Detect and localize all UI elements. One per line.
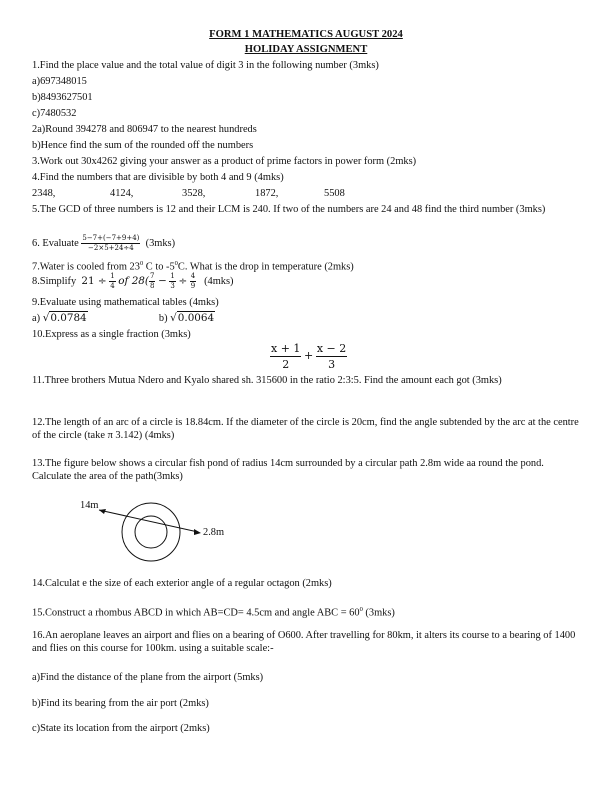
question-1: 1.Find the place value and the total value of digit 3 in the following number (3mks)	[32, 60, 379, 71]
question-16a: a)Find the distance of the plane from the airport (5mks)	[32, 672, 264, 683]
question-13: 13.The figure below shows a circular fish pond of radius 14cm surrounded by a circular path 2.8m wide aa round the pond. Calculate the area of the path(3mks)	[32, 458, 544, 482]
pond-circle	[135, 516, 167, 548]
radius-label: 14m	[80, 500, 99, 511]
q8-f2-den: 8	[149, 282, 155, 290]
q10-op: +	[304, 348, 314, 362]
q9b-label: b)	[158, 313, 168, 324]
number-item: 4124,	[110, 188, 134, 199]
q9b-value: 0.0064	[177, 312, 215, 324]
number-item: 2348,	[32, 188, 56, 199]
q6-denominator: −2×5+24÷4	[88, 244, 134, 252]
fish-pond-figure	[0, 490, 612, 570]
q9a-value: 0.0784	[50, 312, 87, 324]
question-4-numbers	[32, 187, 345, 200]
q7-text-1: 7.Water is cooled from 23	[32, 261, 140, 273]
q8-fraction-2	[149, 273, 155, 290]
question-1c: c)7480532	[32, 108, 77, 119]
question-16b: b)Find its bearing from the air port (2mks)	[32, 698, 209, 709]
q8-op-2: ÷	[178, 274, 188, 287]
q6-marks: (3mks)	[145, 237, 176, 249]
q8-marks: (4mks)	[204, 275, 234, 287]
question-12: 12.The length of an arc of a circle is 18.84cm. If the diameter of the circle is 20cm, find the angle subtended by the arc at the centre of the circle (take π 3.142) (4mks)	[32, 417, 579, 441]
q10-expression	[270, 343, 347, 370]
question-14: 14.Calculat e the size of each exterior angle of a regular octagon (2mks)	[32, 578, 332, 589]
question-11: 11.Three brothers Mutua Ndero and Kyalo shared sh. 315600 in the ratio 2:3:5. Find the amount each got (3mks)	[32, 375, 502, 386]
q10-f2-den: 3	[328, 358, 336, 371]
q6-prefix: 6. Evaluate	[32, 237, 79, 249]
q6-fraction	[81, 235, 140, 252]
q15-degree: 0	[359, 606, 363, 613]
q10-fraction-2	[316, 343, 347, 370]
q8-expr-a: 21 ÷	[81, 274, 107, 287]
q8-expr-b: of 28(	[118, 274, 149, 287]
q8-f2-num: 7	[149, 272, 155, 280]
q10-f1-num: x + 1	[271, 342, 301, 355]
question-9-parts	[32, 312, 215, 325]
arrowhead-right	[194, 529, 201, 535]
question-16c: c)State its location from the airport (2mks)	[32, 723, 210, 734]
q8-f3-den: 3	[170, 282, 175, 290]
question-5: 5.The GCD of three numbers is 12 and their LCM is 240. If two of the numbers are 24 and 48 find the third number (3mks)	[32, 204, 546, 215]
question-4: 4.Find the numbers that are divisible by both 4 and 9 (4mks)	[32, 172, 284, 183]
q10-f1-den: 2	[282, 358, 290, 371]
q8-f4-num: 4	[190, 272, 196, 280]
question-2a: 2a)Round 394278 and 806947 to the nearest hundreds	[32, 124, 257, 135]
question-6	[32, 235, 175, 252]
q10-fraction-1	[270, 343, 301, 370]
question-15	[32, 603, 395, 619]
q7-degree-1: 0	[139, 260, 144, 267]
q8-fraction-1	[109, 273, 115, 290]
radius-line	[99, 510, 198, 532]
q15-text-2: (3mks)	[362, 607, 395, 619]
number-item: 5508	[324, 188, 345, 199]
question-10: 10.Express as a single fraction (3mks)	[32, 329, 191, 340]
question-1a: a)697348015	[32, 76, 87, 87]
question-16: 16.An aeroplane leaves an airport and flies on a bearing of O600. After travelling for 80km, it alters its course to a bearing of 1400 and flies on this course for 100km. using a suitable scale:-	[32, 630, 576, 654]
q6-numerator: 5−7+(−7+9+4)	[82, 234, 140, 242]
q9a-label: a)	[32, 313, 41, 324]
path-width-label: 2.8m	[203, 527, 225, 538]
question-3: 3.Work out 30x4262 giving your answer as a product of prime factors in power form (2mks)	[32, 156, 417, 167]
question-1b: b)8493627501	[32, 92, 93, 103]
q9a-root: √0.0784	[42, 312, 87, 324]
q8-f1-den: 4	[110, 282, 115, 290]
question-8	[32, 273, 234, 290]
question-2b: b)Hence find the sum of the rounded off the numbers	[32, 140, 254, 151]
q8-f1-num: 1	[110, 272, 115, 280]
outer-path-circle	[122, 503, 180, 561]
q8-f3-num: 1	[170, 272, 175, 280]
question-9: 9.Evaluate using mathematical tables (4mks)	[32, 297, 219, 308]
q15-text-1: 15.Construct a rhombus ABCD in which AB=CD= 4.5cm and angle ABC = 60	[32, 607, 360, 619]
title-line-1: FORM 1 MATHEMATICS AUGUST 2024	[209, 29, 403, 40]
q9b-root: √0.0064	[170, 312, 215, 324]
q7-text-2: C to -5	[143, 261, 175, 273]
q7-degree-2: 0	[174, 260, 178, 267]
q8-f4-den: 9	[190, 282, 196, 290]
q7-text-3: C. What is the drop in temperature (2mks)	[177, 261, 354, 273]
title-line-2: HOLIDAY ASSIGNMENT	[244, 44, 368, 55]
number-item: 3528,	[182, 188, 206, 199]
q8-fraction-4	[190, 273, 196, 290]
number-item: 1872,	[255, 188, 279, 199]
q10-f2-num: x − 2	[316, 342, 347, 355]
q8-fraction-3	[169, 273, 175, 290]
question-7	[32, 257, 354, 273]
q8-prefix: 8.Simplify	[32, 275, 77, 287]
q8-op-1: −	[158, 274, 167, 287]
